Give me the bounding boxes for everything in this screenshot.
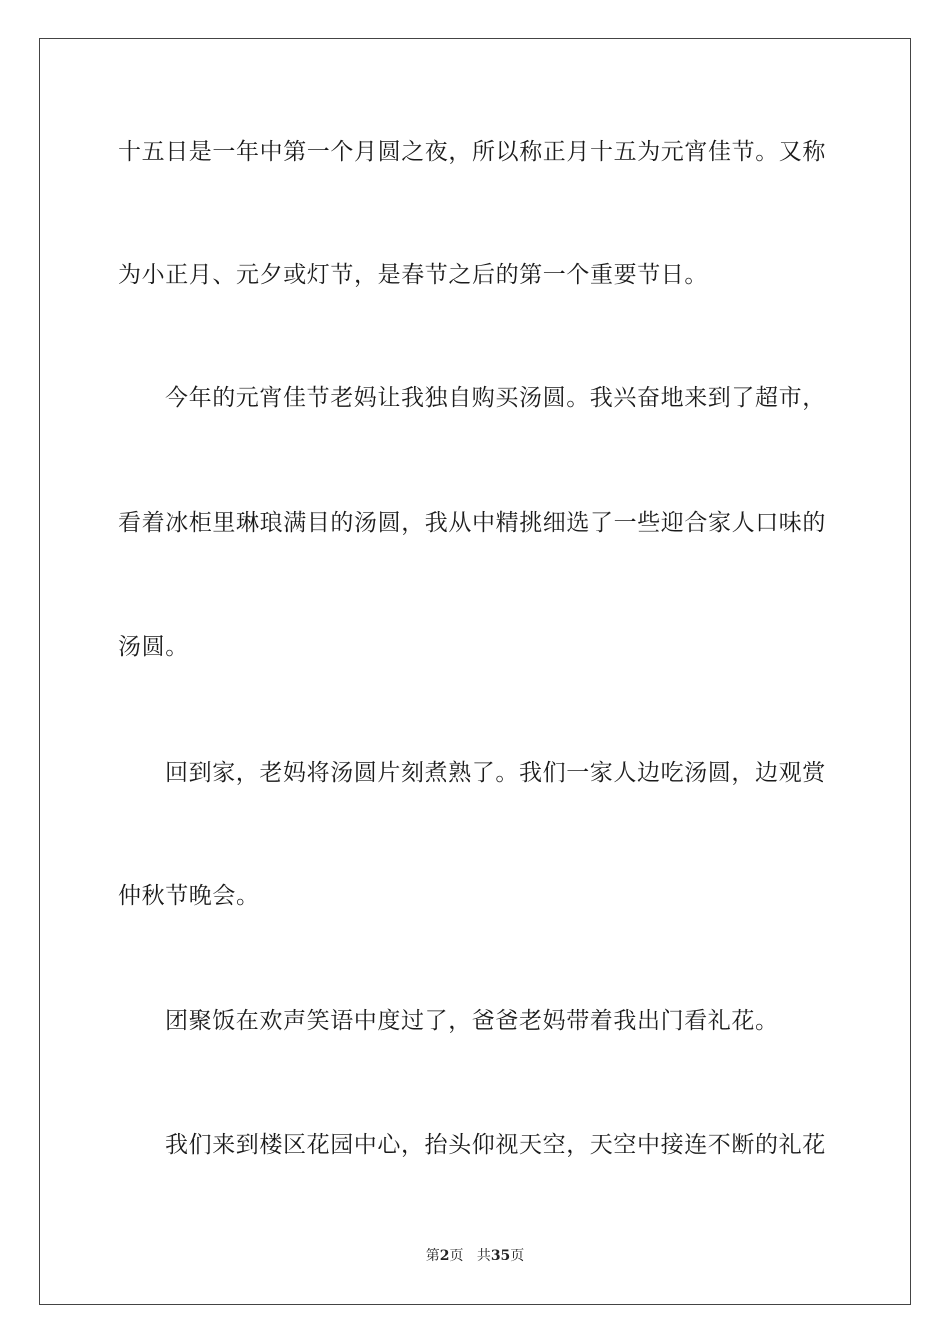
text-line: 汤圆。: [118, 634, 189, 660]
text-line: 今年的元宵佳节老妈让我独自购买汤圆。我兴奋地来到了超市，: [165, 385, 826, 411]
page-suffix: 页: [449, 1248, 464, 1264]
page-number: 2: [439, 1248, 450, 1264]
total-prefix: 共: [476, 1248, 491, 1264]
page-footer: [0, 1247, 950, 1265]
total-suffix: 页: [510, 1248, 525, 1264]
total-pages: 35: [490, 1248, 511, 1264]
text-line: 回到家，老妈将汤圆片刻煮熟了。我们一家人边吃汤圆，边观赏: [165, 760, 826, 786]
text-line: 为小正月、元夕或灯节，是春节之后的第一个重要节日。: [118, 262, 708, 288]
page-frame: [39, 38, 911, 1305]
text-line: 看着冰柜里琳琅满目的汤圆，我从中精挑细选了一些迎合家人口味的: [118, 510, 826, 536]
text-line: 团聚饭在欢声笑语中度过了，爸爸老妈带着我出门看礼花。: [165, 1008, 779, 1034]
text-line: 仲秋节晚会。: [118, 883, 260, 909]
text-line: 我们来到楼区花园中心，抬头仰视天空，天空中接连不断的礼花: [165, 1132, 826, 1158]
text-line: 十五日是一年中第一个月圆之夜，所以称正月十五为元宵佳节。又称: [118, 139, 826, 165]
page-prefix: 第: [425, 1248, 440, 1264]
